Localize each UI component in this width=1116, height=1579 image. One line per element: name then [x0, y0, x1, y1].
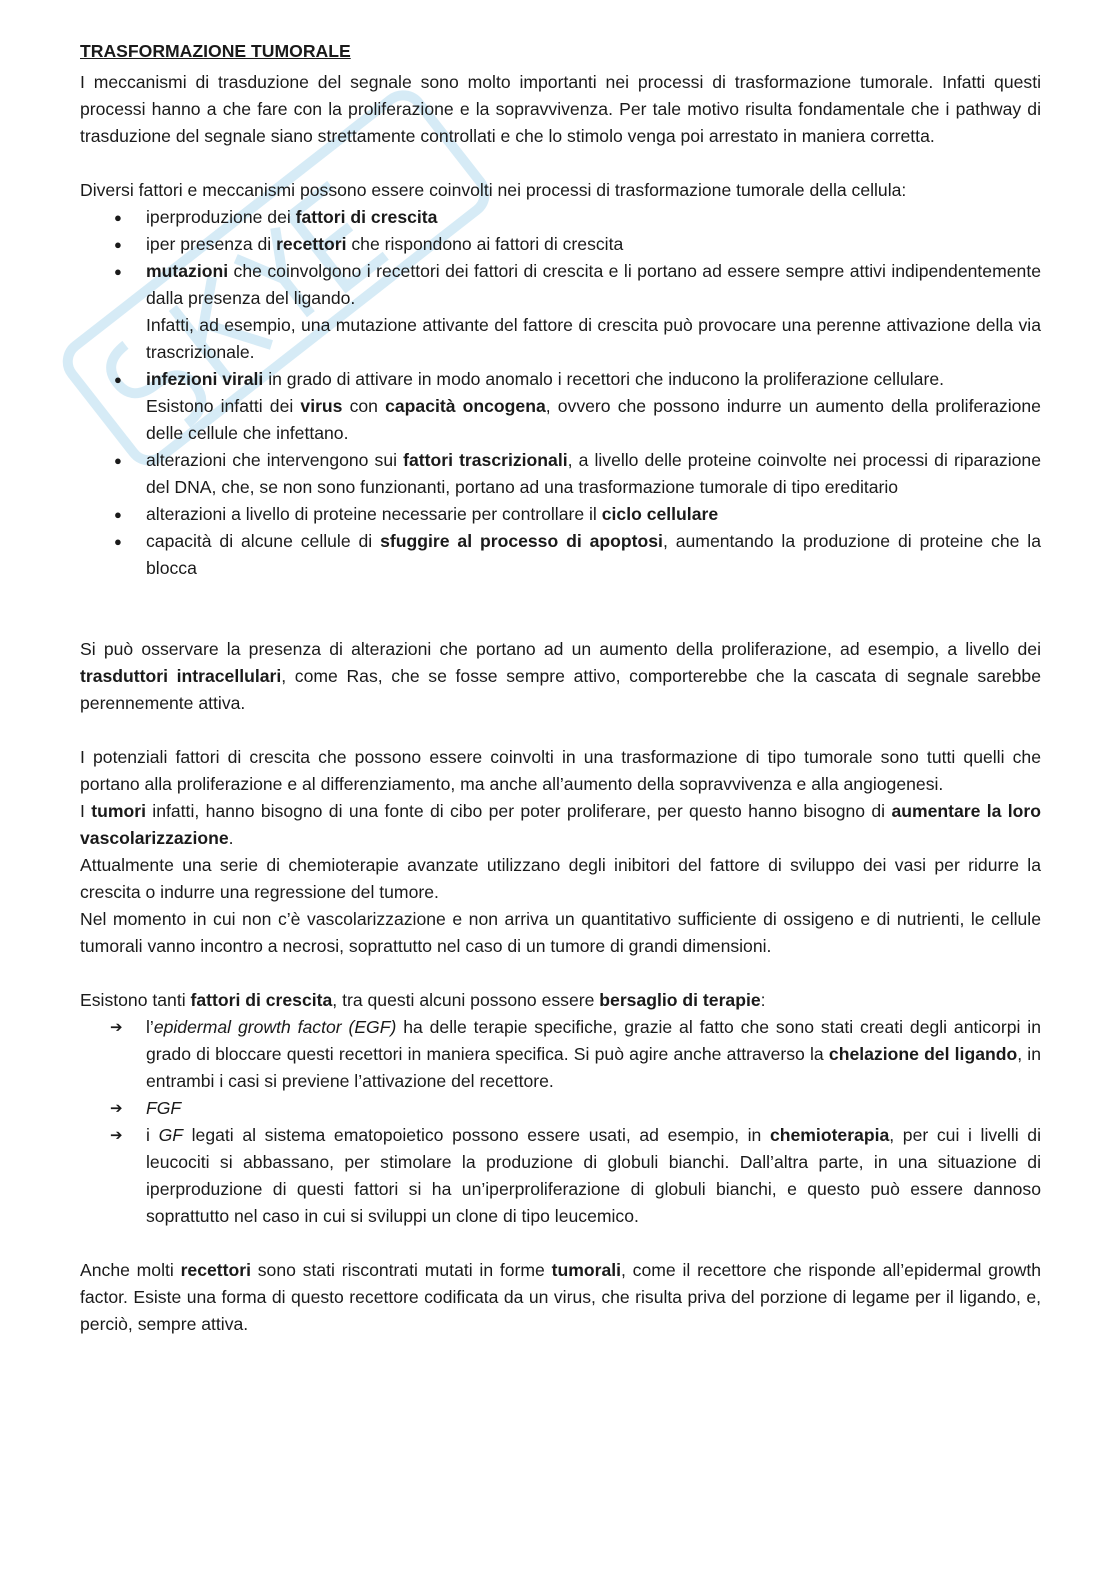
- list-item-note: Infatti, ad esempio, una mutazione attivante del fattore di crescita può provocare una perenne attivazione della via trascrizionale.: [146, 315, 1041, 362]
- transducers-paragraph: Si può osservare la presenza di alterazioni che portano ad un aumento della proliferazione, ad esempio, a livello dei trasduttori intracellulari, come Ras, che se fosse sempre attivo, comporterebbe che la cascata di segnale sarebbe perennemente attiva.: [80, 639, 1041, 713]
- list-item: ● alterazioni a livello di proteine necessarie per controllare il ciclo cellulare: [80, 501, 1041, 528]
- list-item: ➔ l’epidermal growth factor (EGF) ha delle terapie specifiche, grazie al fatto che sono stati creati degli anticorpi in grado di bloccare questi recettori in maniera specifica. Si può agire anche attraverso la chelazione del ligando, in entrambi i casi si previene l’attivazione del recettore.: [80, 1014, 1041, 1095]
- document-title: TRASFORMAZIONE TUMORALE: [80, 41, 351, 61]
- list-item: ● iper presenza di recettori che rispondono ai fattori di crescita: [80, 231, 1041, 258]
- bullet-icon: ●: [114, 534, 122, 549]
- list-item-note: Esistono infatti dei virus con capacità oncogena, ovvero che possono indurre un aumento della proliferazione delle cellule che infettano.: [146, 396, 1041, 443]
- bullet-icon: ●: [114, 237, 122, 252]
- arrow-icon: ➔: [110, 1100, 123, 1117]
- list-item: ● mutazioni che coinvolgono i recettori dei fattori di crescita e li portano ad essere sempre attivi indipendentemente dalla presenza del ligando. Infatti, ad esempio, una mutazione attivante del fattore di crescita può provocare una perenne attivazione della via trascrizionale.: [80, 258, 1041, 366]
- necrosis-paragraph: Nel momento in cui non c’è vascolarizzazione e non arriva un quantitativo sufficiente di ossigeno e di nutrienti, le cellule tumorali vanno incontro a necrosi, soprattutto nel caso di un tumore di grandi dimensioni.: [80, 909, 1041, 956]
- list-item: ➔ i GF legati al sistema ematopoietico possono essere usati, ad esempio, in chemioterapia, per cui i livelli di leucociti si abbassano, per stimolare la produzione di globuli bianchi. Dall’altra parte, in una situazione di iperproduzione di questi fattori si ha un’iperproliferazione di globuli bianchi, e questo può essere dannoso soprattutto nel caso in cui si sviluppi un clone di tipo leucemico.: [80, 1122, 1041, 1230]
- list-item: ● iperproduzione dei fattori di crescita: [80, 204, 1041, 231]
- bullet-icon: ●: [114, 210, 122, 225]
- bullet-icon: ●: [114, 264, 122, 279]
- arrow-icon: ➔: [110, 1019, 123, 1036]
- chemotherapy-paragraph: Attualmente una serie di chemioterapie avanzate utilizzano degli inibitori del fattore di sviluppo dei vasi per ridurre la crescita o indurre una regressione del tumore.: [80, 855, 1041, 902]
- factors-list: [80, 204, 1041, 582]
- factors-intro-paragraph: Diversi fattori e meccanismi possono essere coinvolti nei processi di trasformazione tumorale della cellula:: [80, 180, 907, 200]
- arrow-icon: ➔: [110, 1127, 123, 1144]
- list-item: ➔ FGF: [80, 1095, 1041, 1122]
- bullet-icon: ●: [114, 453, 122, 468]
- list-item: ● capacità di alcune cellule di sfuggire al processo di apoptosi, aumentando la produzione di proteine che la blocca: [80, 528, 1041, 582]
- therapy-targets-list: [80, 1014, 1041, 1230]
- list-item: ● infezioni virali in grado di attivare in modo anomalo i recettori che inducono la proliferazione cellulare. Esistono infatti dei virus con capacità oncogena, ovvero che possono indurre un aumento della proliferazione delle cellule che infettano.: [80, 366, 1041, 447]
- bullet-icon: ●: [114, 372, 122, 387]
- list-item: ● alterazioni che intervengono sui fattori trascrizionali, a livello delle proteine coinvolte nei processi di riparazione del DNA, che, se non sono funzionanti, portano ad una trasformazione tumorale di tipo ereditario: [80, 447, 1041, 501]
- growth-factors-paragraph: I potenziali fattori di crescita che possono essere coinvolti in una trasformazione di tipo tumorale sono tutti quelli che portano alla proliferazione e al differenziamento, ma anche all’aumento della sopravvivenza e alla angiogenesi.: [80, 747, 1041, 794]
- bullet-icon: ●: [114, 507, 122, 522]
- document-page: [80, 38, 1041, 1338]
- tumors-paragraph: I tumori infatti, hanno bisogno di una fonte di cibo per poter proliferare, per questo hanno bisogno di aumentare la loro vascolarizzazione.: [80, 801, 1041, 848]
- receptors-paragraph: Anche molti recettori sono stati riscontrati mutati in forme tumorali, come il recettore che risponde all’epidermal growth factor. Esiste una forma di questo recettore codificata da un virus, che risulta priva del porzione di legame per il ligando, e, perciò, sempre attiva.: [80, 1260, 1041, 1334]
- therapy-targets-paragraph: Esistono tanti fattori di crescita, tra questi alcuni possono essere bersaglio di terapie:: [80, 990, 766, 1010]
- intro-paragraph: I meccanismi di trasduzione del segnale sono molto importanti nei processi di trasformazione tumorale. Infatti questi processi hanno a che fare con la proliferazione e la sopravvivenza. Per tale motivo risulta fondamentale che i pathway di trasduzione del segnale siano strettamente controllati e che lo stimolo venga poi arrestato in maniera corretta.: [80, 72, 1041, 146]
